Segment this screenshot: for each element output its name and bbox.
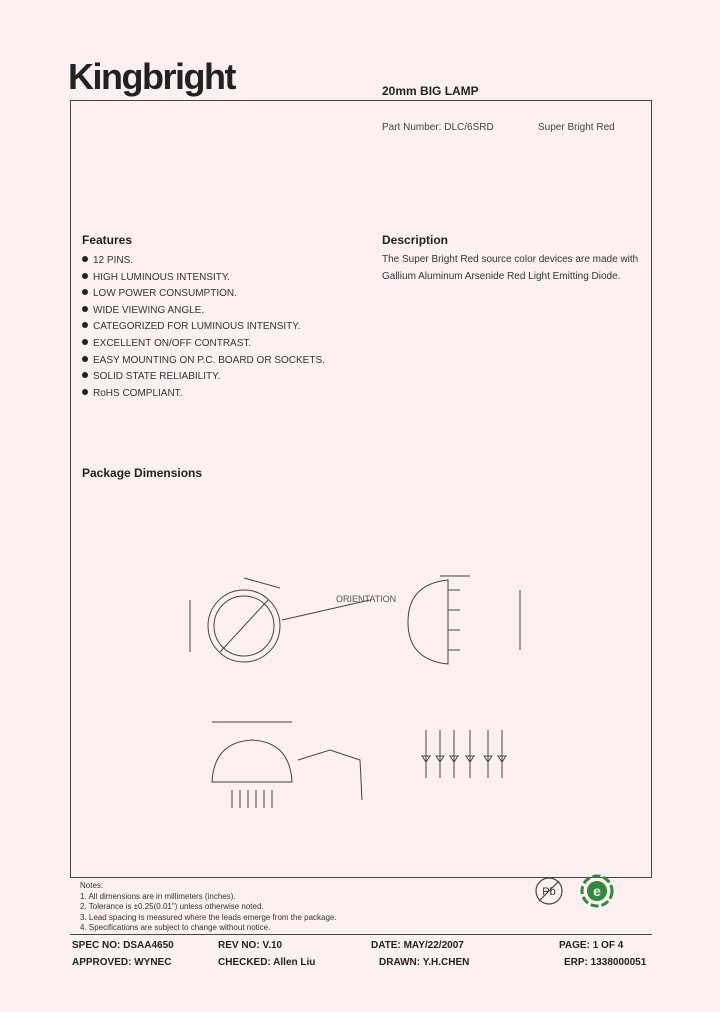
- pb-free-icon-text: Pb: [542, 886, 556, 898]
- description-title: Description: [382, 233, 449, 247]
- package-drawing: [170, 560, 550, 840]
- feature-item: HIGH LUMINOUS INTENSITY.: [82, 270, 325, 287]
- part-color: Super Bright Red: [538, 122, 615, 133]
- document-title: 20mm BIG LAMP: [382, 84, 479, 98]
- note-item: 3. Lead spacing is measured where the leads emerge from the package.: [80, 912, 337, 922]
- approved-by: APPROVED: WYNEC: [72, 957, 172, 968]
- feature-item: LOW POWER CONSUMPTION.: [82, 286, 325, 303]
- footer-divider: [70, 934, 652, 935]
- notes-title: Notes:: [80, 881, 104, 890]
- notes: [80, 881, 337, 934]
- feature-item: EXCELLENT ON/OFF CONTRAST.: [82, 336, 325, 353]
- feature-item: RoHS COMPLIANT.: [82, 386, 325, 403]
- note-item: 4. Specifications are subject to change without notice.: [80, 923, 271, 932]
- note-item: 1. All dimensions are in millimeters (inches).: [80, 891, 236, 901]
- feature-item: 12 PINS.: [82, 253, 325, 270]
- drawn-by: DRAWN: Y.H.CHEN: [379, 957, 470, 968]
- diode-symbols: [422, 756, 506, 762]
- feature-item: WIDE VIEWING ANGLE.: [82, 303, 325, 320]
- eco-rohs-icon-text: e: [593, 883, 601, 899]
- checked-by: CHECKED: Allen Liu: [218, 957, 316, 968]
- feature-item: EASY MOUNTING ON P.C. BOARD OR SOCKETS.: [82, 353, 325, 370]
- feature-item: CATEGORIZED FOR LUMINOUS INTENSITY.: [82, 319, 325, 336]
- lamp-side-view: [408, 580, 448, 664]
- erp-number: ERP: 1338000051: [564, 957, 647, 968]
- eco-rohs-icon: [580, 874, 614, 908]
- orientation-label: ORIENTATION: [336, 594, 397, 604]
- lamp-front-view: [212, 740, 292, 782]
- feature-item: SOLID STATE RELIABILITY.: [82, 369, 325, 386]
- date: DATE: MAY/22/2007: [371, 940, 464, 951]
- page-number: PAGE: 1 OF 4: [559, 940, 624, 951]
- package-title: Package Dimensions: [82, 466, 203, 480]
- description-text: The Super Bright Red source color devices are made with Gallium Aluminum Arsenide Red Light Emitting Diode.: [382, 254, 639, 282]
- features-list: [82, 253, 325, 402]
- spec-no: SPEC NO: DSAA4650: [72, 940, 174, 951]
- rev-no: REV NO: V.10: [218, 940, 283, 951]
- brand-logo: Kingbright: [68, 56, 235, 97]
- pb-free-icon: [534, 876, 564, 906]
- features-title: Features: [82, 233, 133, 247]
- part-number: Part Number: DLC/6SRD: [382, 122, 494, 133]
- note-item: 2. Tolerance is ±0.25(0.01") unless otherwise noted.: [80, 902, 264, 911]
